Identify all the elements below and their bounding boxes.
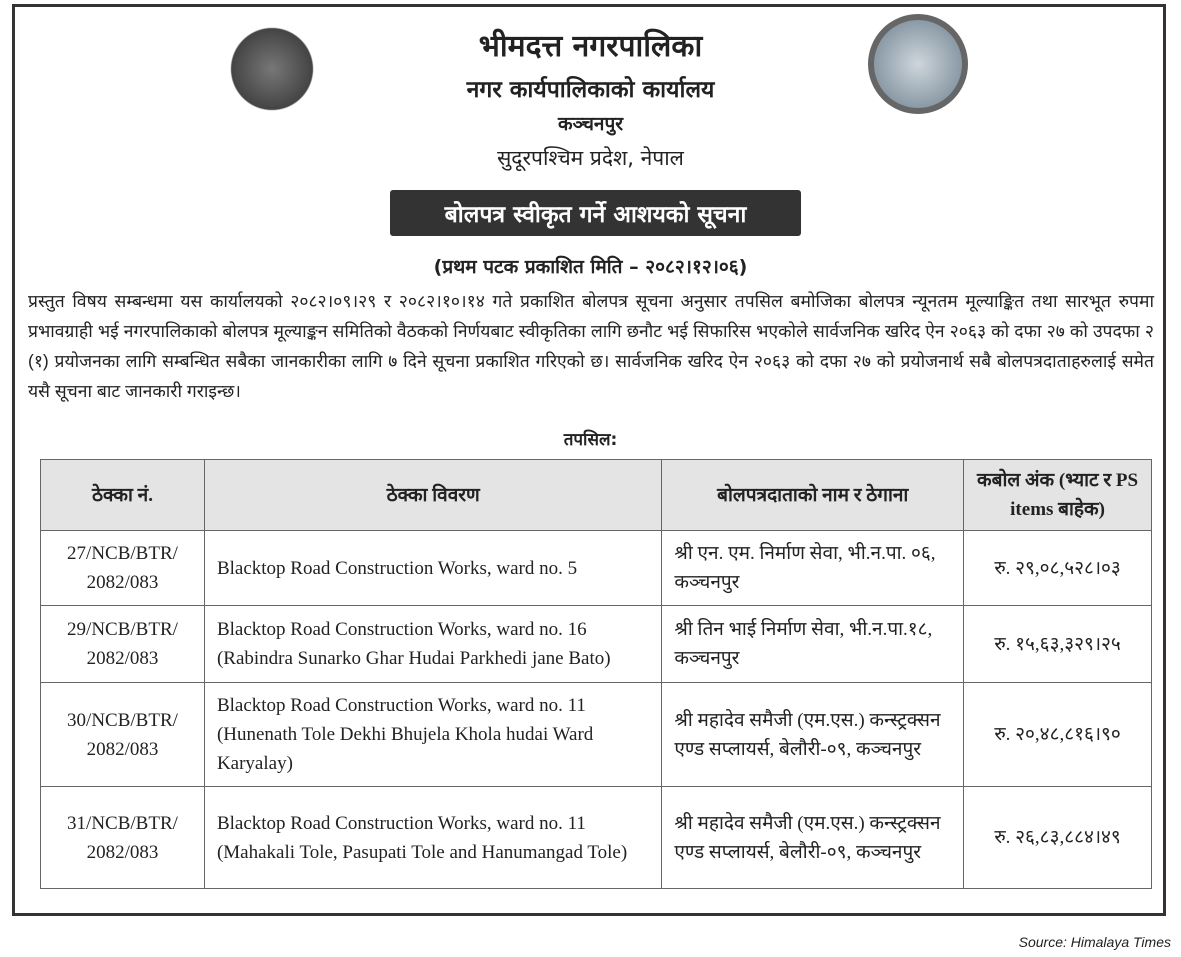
description: Blacktop Road Construction Works, ward no. 16 (Rabindra Sunarko Ghar Hudai Parkhedi jane Bato) — [204, 606, 661, 683]
municipality-title: भीमदत्त नगरपालिका — [478, 29, 703, 64]
contract-no: 29/NCB/BTR/ 2082/083 — [41, 606, 205, 683]
province: सुदूरपश्चिम प्रदेश, नेपाल — [497, 146, 684, 170]
notice-title: बोलपत्र स्वीकृत गर्ने आशयको सूचना — [390, 190, 801, 236]
col-description: ठेक्का विवरण — [204, 460, 661, 531]
bidder: श्री महादेव समैजी (एम.एस.) कन्स्ट्रक्सन एण्ड सप्लायर्स, बेलौरी-०९, कञ्चनपुर — [662, 787, 964, 889]
amount: रु. २६,८३,८८४।४९ — [964, 787, 1152, 889]
col-amount: कबोल अंक (भ्याट र PS items बाहेक) — [964, 460, 1152, 531]
table-row — [41, 606, 1152, 683]
table-row — [41, 787, 1152, 889]
district: कञ्चनपुर — [557, 113, 624, 135]
description: Blacktop Road Construction Works, ward no. 11 (Mahakali Tole, Pasupati Tole and Hanumangad Tole) — [204, 787, 661, 889]
amount: रु. १५,६३,३२९।२५ — [964, 606, 1152, 683]
contract-no: 31/NCB/BTR/ 2082/083 — [41, 787, 205, 889]
contracts-table — [40, 459, 1152, 889]
table-row — [41, 683, 1152, 787]
schedule-label: तपसिल: — [563, 430, 618, 450]
bidder: श्री तिन भाई निर्माण सेवा, भी.न.पा.१८, कञ्चनपुर — [662, 606, 964, 683]
amount: रु. २९,०८,५२८।०३ — [964, 531, 1152, 606]
col-contract-no: ठेक्का नं. — [41, 460, 205, 531]
bidder: श्री महादेव समैजी (एम.एस.) कन्स्ट्रक्सन एण्ड सप्लायर्स, बेलौरी-०९, कञ्चनपुर — [662, 683, 964, 787]
office-name: नगर कार्यपालिकाको कार्यालय — [466, 77, 715, 103]
description: Blacktop Road Construction Works, ward no. 11 (Hunenath Tole Dekhi Bhujela Khola hudai Ward Karyalay) — [204, 683, 661, 787]
description: Blacktop Road Construction Works, ward no. 5 — [204, 531, 661, 606]
table-row — [41, 531, 1152, 606]
publish-date: (प्रथम पटक प्रकाशित मिति – २०८२।१२।०६) — [433, 256, 748, 278]
contract-no: 27/NCB/BTR/ 2082/083 — [41, 531, 205, 606]
contract-no: 30/NCB/BTR/ 2082/083 — [41, 683, 205, 787]
col-bidder: बोलपत्रदाताको नाम र ठेगाना — [662, 460, 964, 531]
notice-body: प्रस्तुत विषय सम्बन्धमा यस कार्यालयको २०८२।०९।२९ र २०८२।१०।१४ गते प्रकाशित बोलपत्र सूचना अनुसार तपसिल बमोजिका बोलपत्र न्यूनतम मूल्याङ्कित तथा सारभूत रुपमा प्रभावग्राही भई नगरपालिकाको बोलपत्र मूल्याङ्कन समितिको वैठकको निर्णयबाट स्वीकृतिका लागि छनौट भई सिफारिस भएकोले सार्वजनिक खरिद ऐन २०६३ को दफा २७ को उपदफा २ (१) प्रयोजनका लागि सम्बन्धित सबैका जानकारीका लागि ७ दिने सूचना प्रकाशित गरिएको छ। सार्वजनिक खरिद ऐन २०६३ को दफा २७ को प्रयोजनार्थ सबै बोलपत्रदाताहरुलाई समेत यसै सूचना बाट जानकारी गराइन्छ। — [28, 291, 1154, 401]
amount: रु. २०,४८,८१६।९० — [964, 683, 1152, 787]
bidder: श्री एन. एम. निर्माण सेवा, भी.न.पा. ०६, कञ्चनपुर — [662, 531, 964, 606]
source-caption: Source: Himalaya Times — [1018, 934, 1171, 950]
